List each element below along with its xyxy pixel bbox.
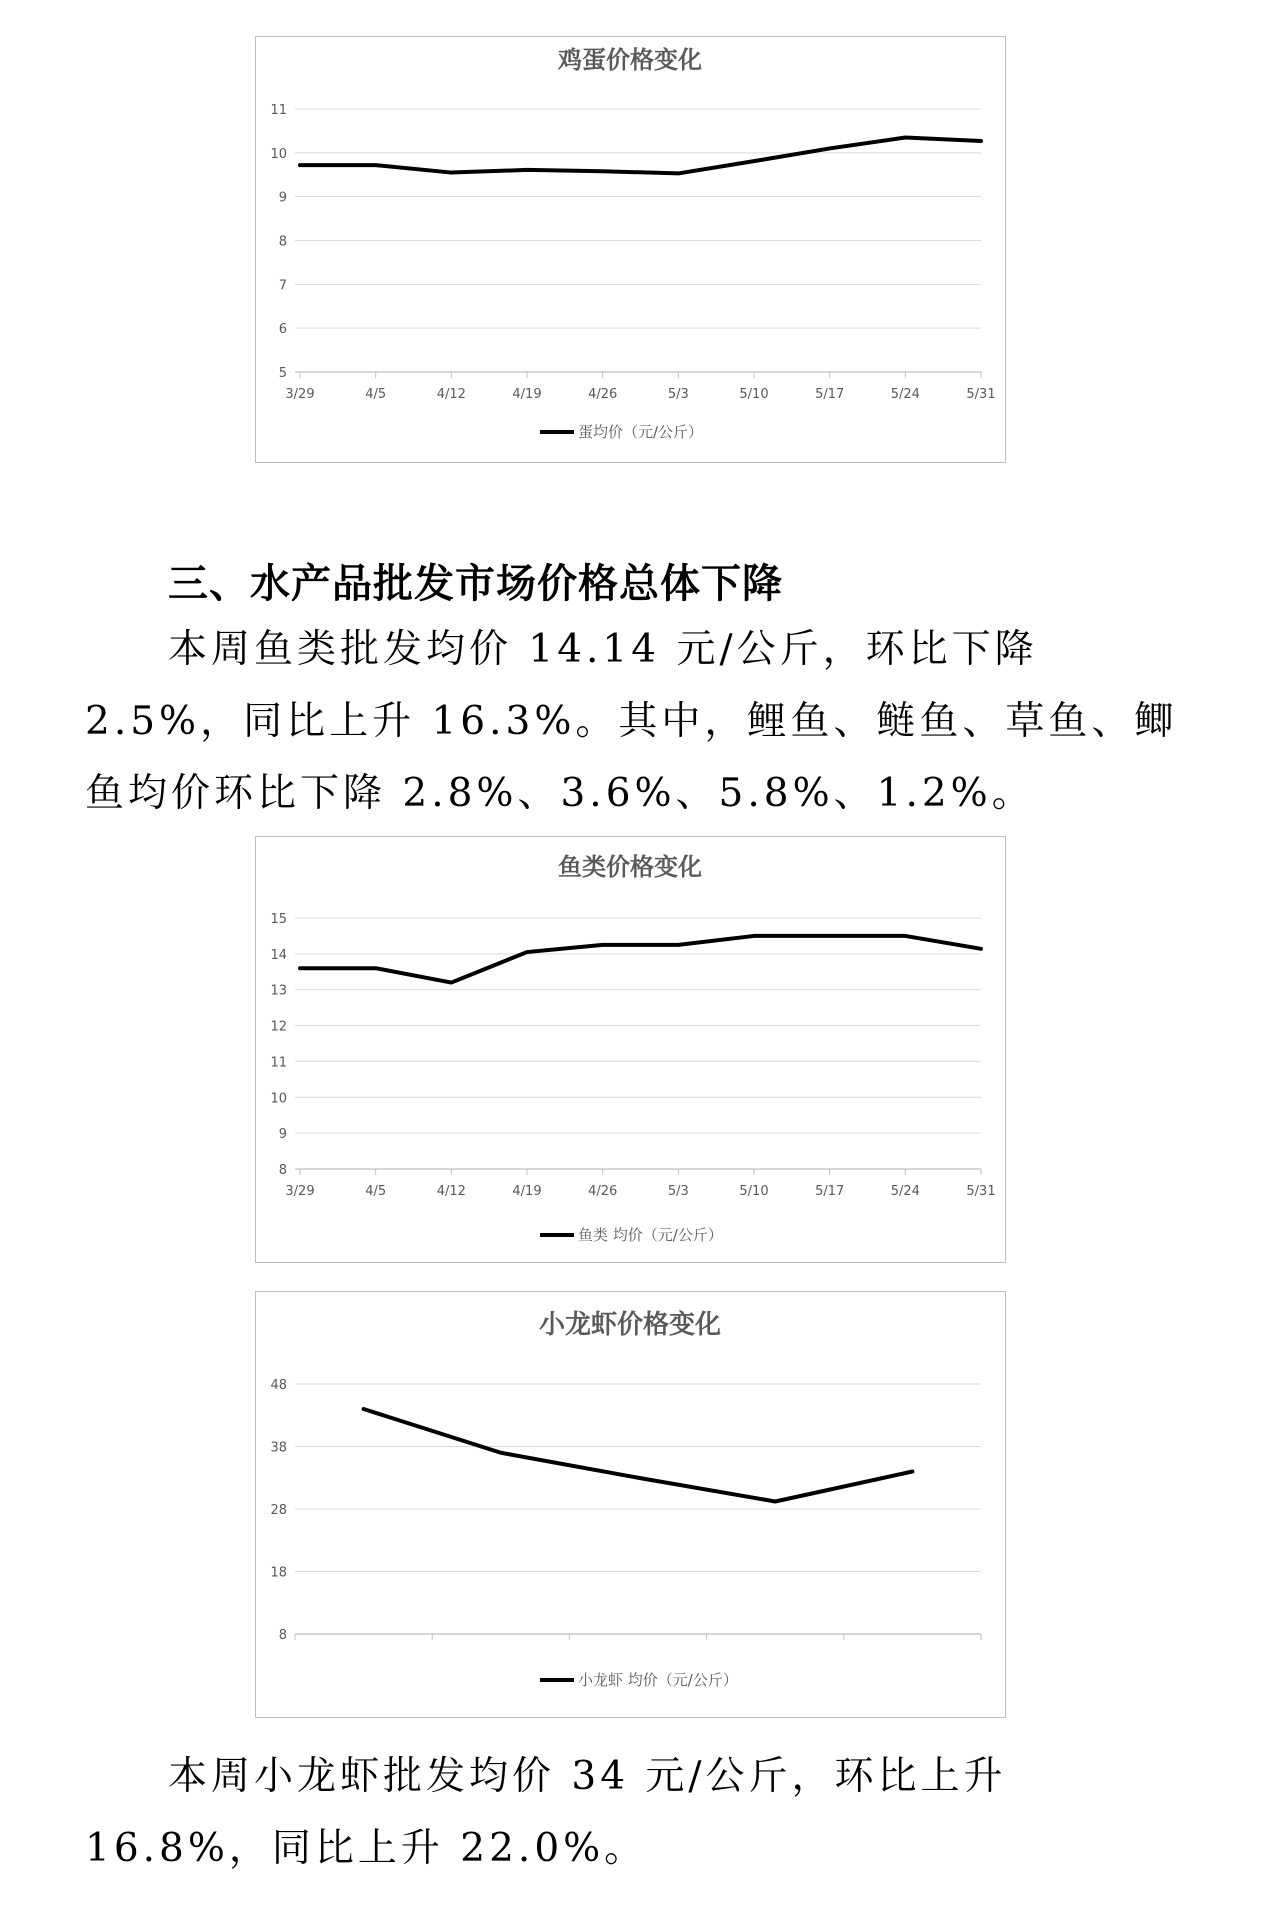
y-tick-label: 28 [270,1503,287,1518]
crayfish-price-chart [255,1291,1006,1718]
legend-label: 小龙虾 均价（元/公斤） [578,1671,738,1689]
chart-title: 小龙虾价格变化 [538,1310,722,1340]
data-point [601,943,604,946]
x-tick-label: 4/26 [588,387,618,402]
y-tick-label: 48 [270,1378,287,1393]
data-point [374,164,377,167]
y-tick-label: 12 [270,1019,287,1035]
fish-price-paragraph: 本周鱼类批发均价 14.14 元/公斤，环比下降 2.5%，同比上升 16.3%。其中，鲤鱼、鲢鱼、草鱼、鲫鱼均价环比下降 2.8%、3.6%、5.8%、1.2%。 [85,627,1178,816]
data-point [374,967,377,970]
y-tick-label: 5 [278,366,287,381]
egg-price-chart [255,36,1006,463]
series-line [300,936,981,983]
y-tick-label: 9 [278,1127,287,1143]
x-tick-label: 5/17 [815,387,845,402]
x-tick-label: 3/29 [285,1184,315,1199]
y-tick-label: 8 [278,1628,287,1643]
x-tick-label: 5/17 [815,1184,845,1199]
x-tick-label: 5/24 [890,1184,920,1199]
data-point [637,1476,640,1479]
y-tick-label: 38 [270,1440,287,1456]
data-point [828,147,831,150]
data-point [904,136,907,139]
data-point [526,951,529,954]
data-point [450,981,453,984]
x-tick-label: 5/31 [966,1184,996,1199]
x-tick-label: 4/12 [436,1184,466,1199]
x-tick-label: 4/26 [588,1184,618,1199]
data-point [774,1500,777,1503]
data-point [601,170,604,173]
data-point [450,171,453,174]
y-tick-label: 15 [270,912,287,927]
data-point [677,172,680,175]
data-point [753,934,756,937]
y-tick-label: 8 [278,234,287,250]
x-tick-label: 4/19 [512,387,542,402]
chart-title: 鸡蛋价格变化 [558,46,702,74]
legend-label: 蛋均价（元/公斤） [578,423,704,441]
y-tick-label: 13 [270,983,287,999]
section-heading: 三、水产品批发市场价格总体下降 [168,561,783,607]
x-tick-label: 5/10 [739,1184,769,1199]
x-tick-label: 5/3 [667,387,689,402]
series-line [300,137,981,173]
x-tick-label: 4/19 [512,1184,542,1199]
data-point [911,1470,914,1473]
x-tick-label: 5/3 [667,1184,689,1199]
y-tick-label: 10 [270,1091,287,1107]
series-line [364,1409,913,1502]
data-point [980,139,983,142]
y-tick-label: 10 [270,146,287,162]
y-tick-label: 11 [270,1055,287,1071]
x-tick-label: 4/5 [365,1184,387,1199]
data-point [904,934,907,937]
chart-title: 鱼类价格变化 [558,853,702,881]
x-tick-label: 4/5 [365,387,387,402]
x-tick-label: 3/29 [285,387,315,402]
x-tick-label: 5/24 [890,387,920,402]
data-point [526,168,529,171]
x-tick-label: 5/10 [739,387,769,402]
data-point [299,967,302,970]
x-tick-label: 5/31 [966,387,996,402]
data-point [753,160,756,163]
data-point [980,947,983,950]
data-point [677,943,680,946]
y-tick-label: 8 [278,1163,287,1178]
y-tick-label: 7 [278,278,287,294]
legend-label: 鱼类 均价（元/公斤） [578,1226,723,1244]
data-point [362,1408,365,1411]
crayfish-price-paragraph: 本周小龙虾批发均价 34 元/公斤，环比上升 16.8%，同比上升 22.0%。 [85,1754,1007,1871]
y-tick-label: 11 [270,103,287,118]
y-tick-label: 14 [270,947,287,963]
fish-price-chart [255,836,1006,1263]
data-point [299,164,302,167]
data-point [828,934,831,937]
y-tick-label: 18 [270,1565,287,1581]
data-point [499,1451,502,1454]
fish-price-chart-svg [256,837,1004,1261]
y-tick-label: 9 [278,190,287,206]
crayfish-price-chart-svg [256,1292,1004,1716]
egg-price-chart-svg [256,37,1004,461]
x-tick-label: 4/12 [436,387,466,402]
y-tick-label: 6 [278,322,287,338]
